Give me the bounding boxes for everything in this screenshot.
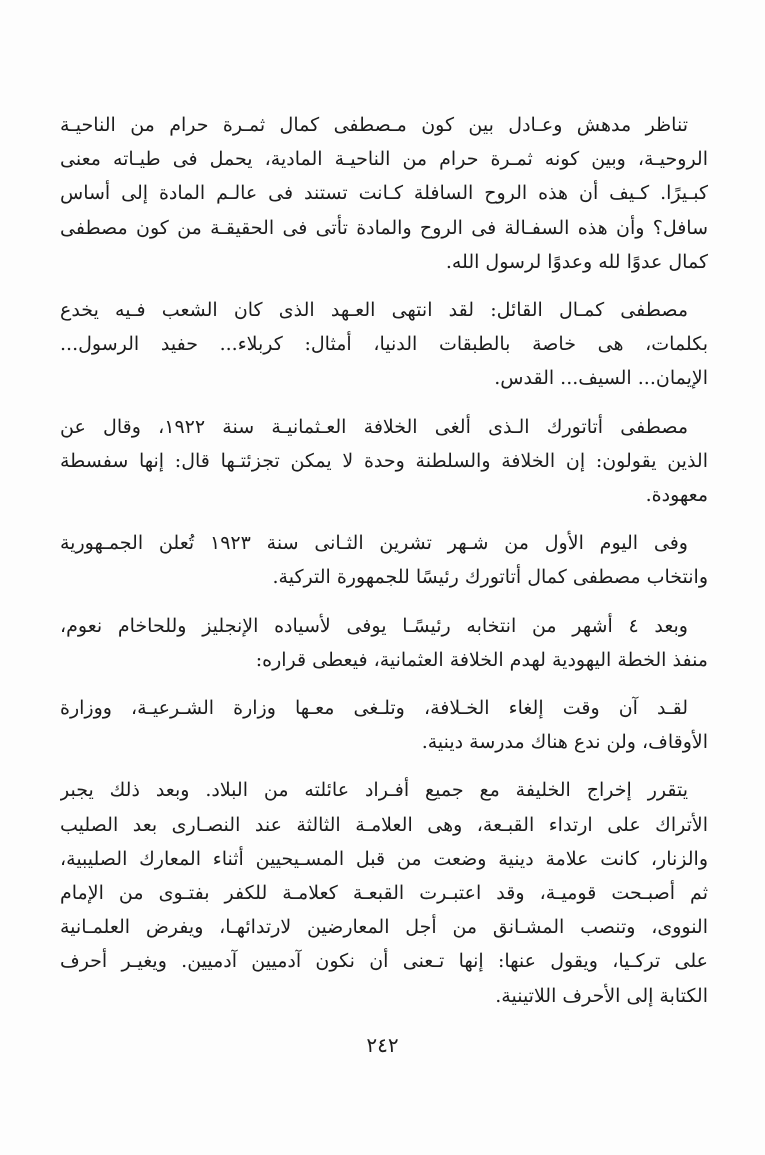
page-body [60,108,708,1027]
text-line: وبعد ٤ أشهر من انتخابه رئيسًـا يوفى لأسياده الإنجليز وللحاخام نعوم، [60,614,688,637]
text-line: الإيمان... السيف... القدس. [494,367,708,390]
text-line: منفذ الخطة اليهودية لهدم الخلافة العثمانية، فيعطى قراره: [255,648,708,671]
paragraph [60,293,708,396]
paragraph [60,773,708,1012]
paragraph [60,410,708,513]
text-line: كبـيرًا. كـيف أن هذه الروح السافلة كـانت تستند فى عالـم المادة إلى أساس [60,182,708,205]
text-line: الكتابة إلى الأحرف اللاتينية. [495,984,708,1007]
paragraph [60,108,708,279]
text-line: معهودة. [645,484,708,507]
text-line: مصطفى كمـال القائل: لقد انتهى العـهد الذى كان الشعب فـيه يخدع [60,299,688,322]
text-line: والزنار، كانت علامة دينية وضعت من قبل المسـيحيين أثناء المعارك الصليبية، [60,847,708,870]
paragraph [60,526,708,594]
text-line: مصطفى أتاتورك الـذى ألغى الخلافة العـثمانيـة سنة ١٩٢٢، وقال عن [60,415,688,438]
paragraph [60,691,708,759]
text-line: على تركـيا، ويقول عنها: إنها تـعنى أن نكون آدميين آدميين. ويغيـر أحرف [60,950,708,973]
text-line: بكلمات، هى خاصة بالطبقات الدنيا، أمثال: كربلاء... حفيد الرسول... [60,333,708,356]
text-line: الأتراك على ارتداء القبـعة، وهى العلامـة الثالثة عند النصـارى بعد الصليب [60,813,708,836]
text-line: الأوقاف، ولن ندع هناك مدرسة دينية. [421,731,708,754]
text-line: الروحيـة، وبين كونه ثمـرة حرام من الناحيـة المادية، يحمل فى طيـاته معنى [60,148,708,171]
paragraph [60,609,708,677]
text-line: ثم أصبـحت قوميـة، وقد اعتبـرت القبعـة كعلامـة للكفر بفتـوى من الإمام [60,882,708,905]
text-line: لقـد آن وقت إلغاء الخـلافة، وتلـغى معـها وزارة الشـرعيـة، ووزارة [60,697,688,720]
text-line: تناظر مدهش وعـادل بين كون مـصطفى كمال ثمـرة حرام من الناحيـة [60,114,688,136]
text-line: الذين يقولون: إن الخلافة والسلطنة وحدة لا يمكن تجزئتـها قال: إنها سفسطة [60,449,708,472]
text-line: النووى، وتنصب المشـانق من أجل المعارضين لارتدائهـا، ويفرض العلمـانية [60,916,708,939]
text-line: يتقرر إخراج الخليفة مع جميع أفـراد عائلته من البلاد. وبعد ذلك يجبر [60,779,688,802]
text-line: كمال عدوًا لله وعدوًا لرسول الله. [445,250,708,273]
text-line: سافل؟ وأن هذه السفـالة فى الروح والمادة تأتى فى الحقيقـة من كون مصطفى [60,216,708,239]
page-number: ٢٤٢ [366,1033,399,1057]
text-line: وفى اليوم الأول من شـهر تشرين الثـانى سنة ١٩٢٣ تُعلن الجمـهورية [60,532,688,555]
text-line: وانتخاب مصطفى كمال أتاتورك رئيسًا للجمهورة التركية. [272,566,708,589]
